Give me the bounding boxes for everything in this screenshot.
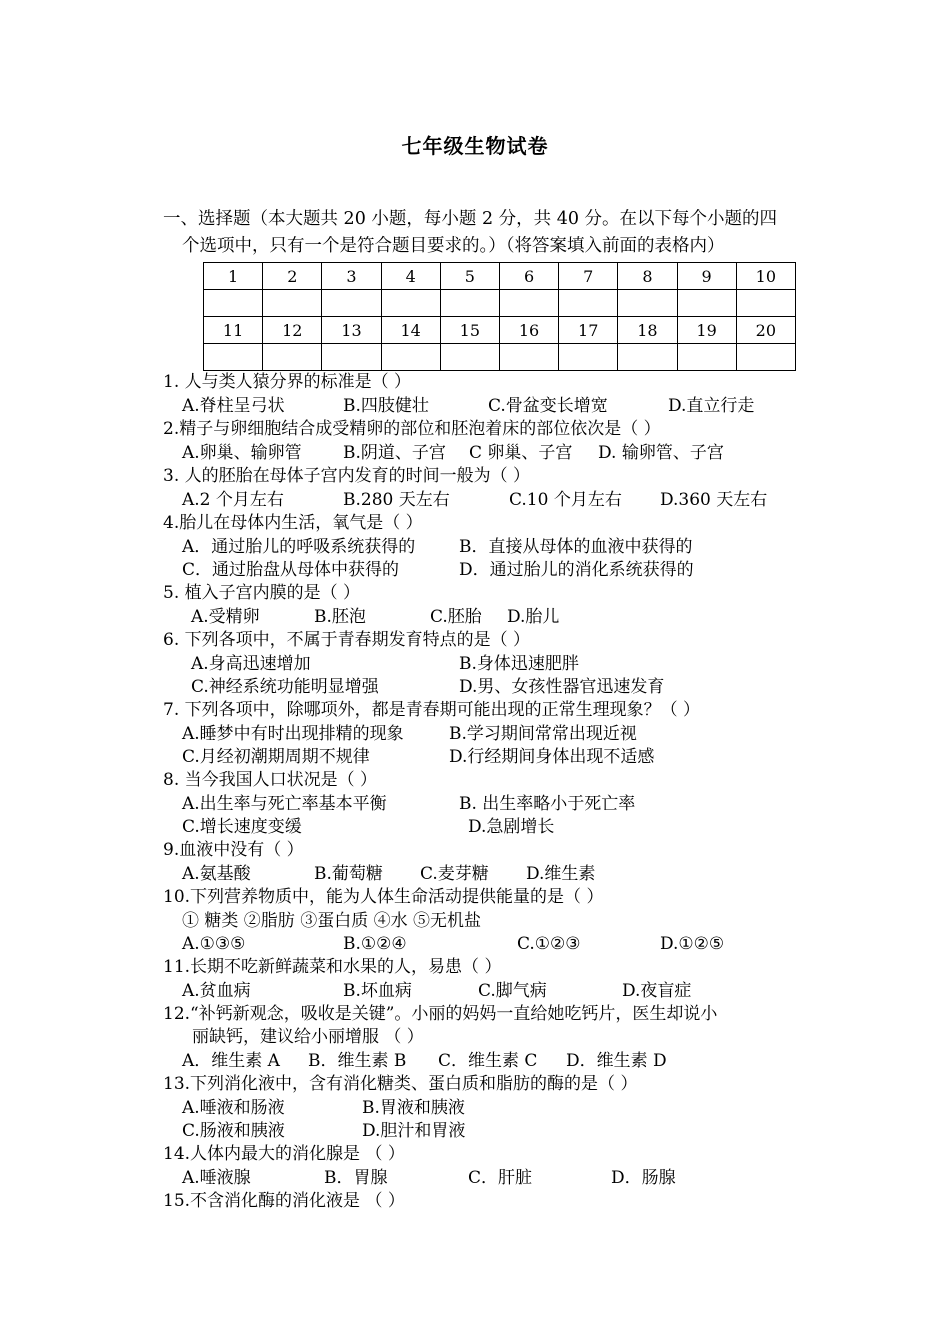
section-instructions-line1: 一、选择题（本大题共 20 小题，每小题 2 分，共 40 分。在以下每个小题的四 [163, 209, 778, 229]
answer-number: 7 [559, 263, 618, 290]
answer-number: 5 [440, 263, 499, 290]
option-c: C.①②③ [517, 934, 581, 954]
option-c: C.神经系统功能明显增强 [191, 677, 379, 697]
option-a: A.睡梦中有时出现排精的现象 [182, 724, 404, 744]
answer-cell[interactable] [440, 290, 499, 317]
question-stem: 1. 人与类人猿分界的标准是（ ） [163, 372, 412, 392]
answer-table-header-row-2 [204, 317, 796, 344]
option-c: C．通过胎盘从母体中获得的 [182, 560, 400, 580]
answer-blank-row-1 [204, 290, 796, 317]
question-stem: 13.下列消化液中，含有消化糖类、蛋白质和脂肪的酶的是（ ） [163, 1074, 638, 1094]
option-b: B.胚泡 [314, 607, 366, 627]
answer-number: 12 [263, 317, 322, 344]
answer-number: 17 [559, 317, 618, 344]
option-b: B.胃液和胰液 [362, 1098, 465, 1118]
option-c: C.肠液和胰液 [182, 1121, 285, 1141]
answer-number: 16 [499, 317, 558, 344]
option-b: B.学习期间常常出现近视 [449, 724, 637, 744]
option-b: B.280 天左右 [343, 490, 450, 510]
option-c: C.10 个月左右 [509, 490, 622, 510]
option-d: D.直立行走 [668, 396, 755, 416]
option-a: A.唾液腺 [182, 1168, 251, 1188]
option-c: C．维生素 C [438, 1051, 538, 1071]
option-a: A.2 个月左右 [182, 490, 284, 510]
question-stem: 7. 下列各项中，除哪项外，都是青春期可能出现的正常生理现象？（ ） [163, 700, 701, 720]
answer-cell[interactable] [499, 290, 558, 317]
answer-number: 19 [677, 317, 736, 344]
option-a: A．通过胎儿的呼吸系统获得的 [182, 537, 416, 557]
answer-cell[interactable] [559, 344, 618, 371]
option-d: D.急剧增长 [468, 817, 555, 837]
question-stem: 9.血液中没有（ ） [163, 840, 304, 860]
option-c: C.骨盆变长增宽 [488, 396, 608, 416]
question-stem: 2.精子与卵细胞结合成受精卵的部位和胚泡着床的部位依次是（ ） [163, 419, 661, 439]
answer-blank-row-2 [204, 344, 796, 371]
answer-cell[interactable] [204, 344, 263, 371]
answer-cell[interactable] [263, 344, 322, 371]
question-stem: 15.不含消化酶的消化液是 （ ） [163, 1191, 405, 1211]
option-b: B.四肢健壮 [343, 396, 429, 416]
option-d: D.①②⑤ [660, 934, 725, 954]
answer-cell[interactable] [263, 290, 322, 317]
answer-cell[interactable] [677, 344, 736, 371]
option-c: C.脚气病 [478, 981, 547, 1001]
answer-cell[interactable] [322, 344, 381, 371]
option-d: D.胆汁和胃液 [362, 1121, 466, 1141]
answer-number: 13 [322, 317, 381, 344]
answer-cell[interactable] [736, 290, 795, 317]
option-a: A.脊柱呈弓状 [182, 396, 285, 416]
option-d: D.男、女孩性器官迅速发育 [459, 677, 665, 697]
option-a: A.氨基酸 [182, 864, 251, 884]
question-stem: 6. 下列各项中，不属于青春期发育特点的是（ ） [163, 630, 531, 650]
option-d: D.行经期间身体出现不适感 [449, 747, 655, 767]
option-d: D.360 天左右 [660, 490, 768, 510]
answer-cell[interactable] [381, 290, 440, 317]
question-stem: 8. 当今我国人口状况是（ ） [163, 770, 378, 790]
option-c: C.胚胎 [430, 607, 482, 627]
option-b: B．维生素 B [308, 1051, 407, 1071]
option-d: D.维生素 [526, 864, 596, 884]
answer-number: 20 [736, 317, 795, 344]
answer-number: 11 [204, 317, 263, 344]
option-a: A.①③⑤ [182, 934, 246, 954]
option-b: B.①②④ [343, 934, 407, 954]
answer-table-header-row-1 [204, 263, 796, 290]
answer-number: 8 [618, 263, 677, 290]
option-c: C.麦芽糖 [420, 864, 489, 884]
option-d: D．肠腺 [611, 1168, 676, 1188]
option-c: C.月经初潮期周期不规律 [182, 747, 370, 767]
answer-cell[interactable] [204, 290, 263, 317]
option-c: C．肝脏 [468, 1168, 533, 1188]
option-d: D.夜盲症 [622, 981, 692, 1001]
option-a: A.出生率与死亡率基本平衡 [182, 794, 387, 814]
answer-number: 4 [381, 263, 440, 290]
question-stem-continued: 丽缺钙，建议给小丽增服 （ ） [192, 1027, 424, 1047]
answer-number: 3 [322, 263, 381, 290]
option-d: D．维生素 D [566, 1051, 667, 1071]
question-items: ① 糖类 ②脂肪 ③蛋白质 ④水 ⑤无机盐 [182, 911, 482, 931]
answer-cell[interactable] [736, 344, 795, 371]
option-b: B.阴道、子宫 [343, 443, 446, 463]
answer-number: 18 [618, 317, 677, 344]
option-a: A.贫血病 [182, 981, 251, 1001]
option-d: D.胎儿 [507, 607, 560, 627]
answer-cell[interactable] [618, 290, 677, 317]
option-a: A．维生素 A [182, 1051, 280, 1071]
option-b: B.坏血病 [343, 981, 412, 1001]
answer-cell[interactable] [381, 344, 440, 371]
answer-number: 14 [381, 317, 440, 344]
question-stem: 10.下列营养物质中，能为人体生命活动提供能量的是（ ） [163, 887, 604, 907]
option-b: B．胃腺 [324, 1168, 388, 1188]
option-a: A.受精卵 [191, 607, 260, 627]
question-stem: 14.人体内最大的消化腺是 （ ） [163, 1144, 405, 1164]
option-b: B.身体迅速肥胖 [459, 654, 579, 674]
option-a: A.身高迅速增加 [191, 654, 311, 674]
option-c: C.增长速度变缓 [182, 817, 302, 837]
answer-cell[interactable] [499, 344, 558, 371]
option-b: B．直接从母体的血液中获得的 [459, 537, 693, 557]
question-stem: 3. 人的胚胎在母体子宫内发育的时间一般为（ ） [163, 466, 531, 486]
option-b: B. 出生率略小于死亡率 [459, 794, 636, 814]
option-d: D．通过胎儿的消化系统获得的 [459, 560, 694, 580]
answer-cell[interactable] [322, 290, 381, 317]
answer-table [203, 262, 796, 371]
question-stem: 4.胎儿在母体内生活，氧气是（ ） [163, 513, 423, 533]
page-title: 七年级生物试卷 [401, 134, 549, 158]
option-d: D. 输卵管、子宫 [598, 443, 724, 463]
answer-cell[interactable] [677, 290, 736, 317]
answer-number: 6 [499, 263, 558, 290]
answer-number: 10 [736, 263, 795, 290]
answer-cell[interactable] [618, 344, 677, 371]
answer-number: 2 [263, 263, 322, 290]
option-c: C 卵巢、子宫 [469, 443, 573, 463]
answer-number: 15 [440, 317, 499, 344]
option-a: A.唾液和肠液 [182, 1098, 285, 1118]
answer-number: 1 [204, 263, 263, 290]
question-stem: 11.长期不吃新鲜蔬菜和水果的人，易患（ ） [163, 957, 502, 977]
answer-number: 9 [677, 263, 736, 290]
answer-cell[interactable] [440, 344, 499, 371]
question-stem: 12.“补钙新观念，吸收是关键”。小丽的妈妈一直给她吃钙片，医生却说小 [163, 1004, 718, 1024]
section-instructions-line2: 个选项中，只有一个是符合题目要求的。）（将答案填入前面的表格内） [182, 236, 725, 256]
option-b: B.葡萄糖 [314, 864, 383, 884]
option-a: A.卵巢、输卵管 [182, 443, 302, 463]
question-stem: 5. 植入子宫内膜的是（ ） [163, 583, 361, 603]
answer-cell[interactable] [559, 290, 618, 317]
